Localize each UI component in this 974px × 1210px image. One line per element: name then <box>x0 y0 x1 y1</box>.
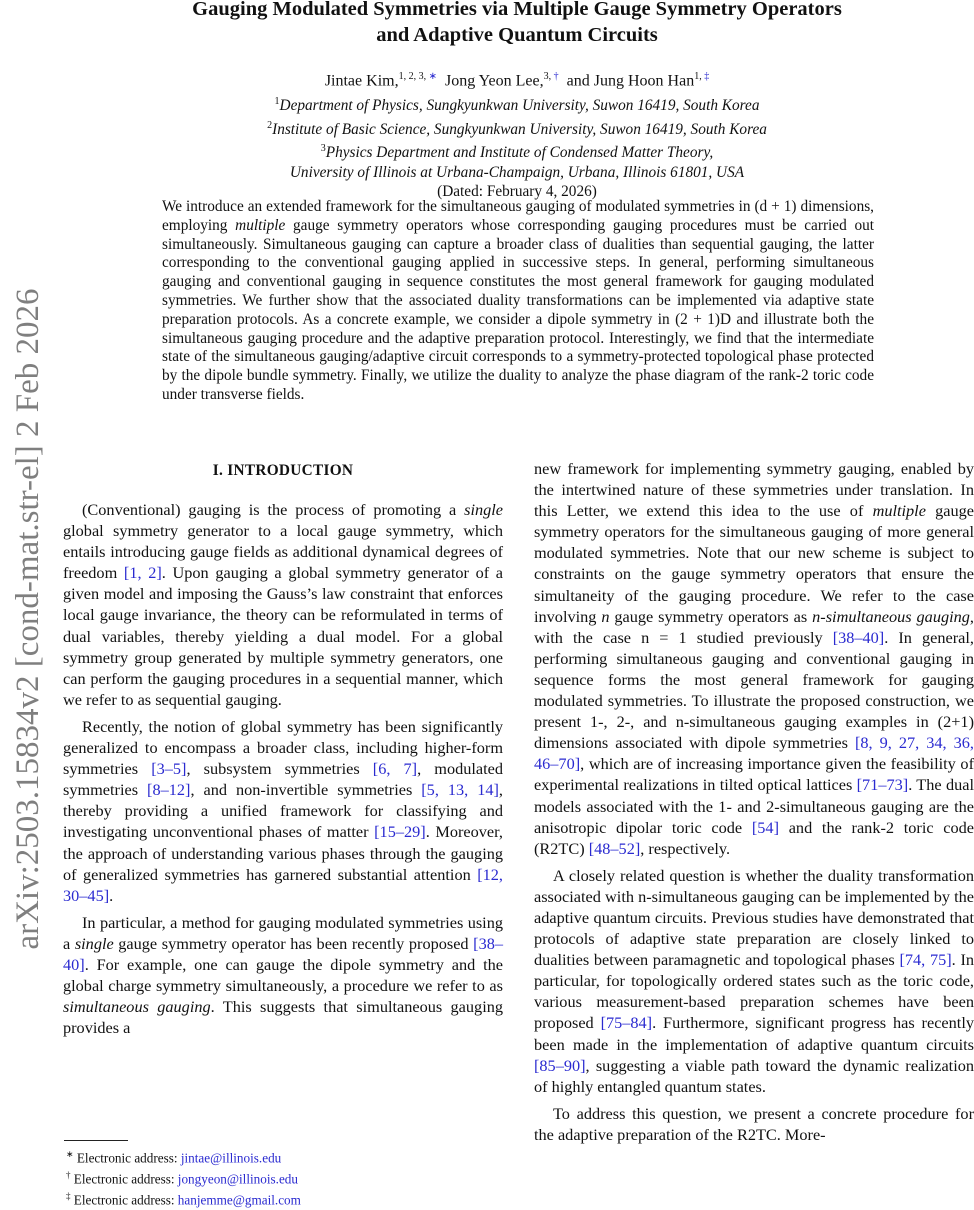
abstract <box>162 198 874 405</box>
citation-link[interactable]: [5, 13, 14] <box>421 780 499 800</box>
citation-link[interactable]: [3–5] <box>151 759 187 779</box>
affiliation-line <box>100 139 934 163</box>
footnote-item: † Electronic address: jongyeon@illinois.edu <box>66 1170 298 1187</box>
date-line: (Dated: February 4, 2026) <box>437 183 597 201</box>
author-footnote-link[interactable]: ‡ <box>701 71 710 82</box>
body-paragraph: To address this question, we present a concrete procedure for the adaptive preparation of the R2TC. More- <box>534 1103 974 1144</box>
abstract-text: gauge symmetry operators whose corresponding gauging procedures must be carried out simultaneously. Simultaneous gauging can capture a broader class of dualities than sequential gauging, the latter corresponding to the conventional gauging applied in successive steps. In general, performing simultaneous gauging and conventional gauging in sequence constitutes the most general framework for gauging modulated symmetries. We further show that the associated duality transformations can be implemented via adaptive state preparation protocols. As a concrete example, we consider a dipole symmetry in (2 + 1)D and illustrate both the simultaneous gauging procedure and the adaptive preparation protocol. Interestingly, we find that the intermediate state of the simultaneous gauging/adaptive circuit corresponds to a symmetry-protected topological phase protected by the dipole bundle symmetry. Finally, we utilize the duality to analyze the phase diagram of the rank-2 toric code under transverse fields. <box>162 216 874 403</box>
citation-link[interactable]: [38–40] <box>832 627 885 647</box>
arxiv-identifier-stamp[interactable]: arXiv:2503.15834v2 [cond-mat.str-el] 2 Feb 2026 <box>10 288 46 950</box>
affiliation-line <box>100 92 934 116</box>
citation-link[interactable]: [38–40] <box>63 933 503 974</box>
body-paragraph: Recently, the notion of global symmetry has been significantly generalized to encompass a broader class, including higher-form symmetries [3–5], subsystem symmetries [6, 7], modulated symmetries [8–12], and non-invertible symmetries [5, 13, 14], thereby providing a unified framework for classifying and investigating unconventional phases of matter [15–29]. Moreover, the approach of understanding various phases through the gauging of generalized symmetries has garnered substantial attention [12, 30–45]. <box>63 716 504 905</box>
citation-link[interactable]: [48–52] <box>588 838 641 858</box>
citation-link[interactable]: [12, 30–45] <box>63 864 503 905</box>
body-paragraph: In particular, a method for gauging modulated symmetries using a single gauge symmetry operator has been recently proposed [38–40]. For example, one can gauge the dipole symmetry and the global charge symmetry simultaneously, a procedure we refer to as simultaneous gauging. This suggests that simultaneous gauging provides a <box>63 912 503 1038</box>
citation-link[interactable]: [71–73] <box>856 775 909 795</box>
citation-link[interactable]: [6, 7] <box>372 759 418 779</box>
footnote-divider <box>64 1140 128 1141</box>
author-name: Jong Yeon Lee, <box>444 72 544 90</box>
citation-link[interactable]: [15–29] <box>374 822 426 842</box>
paper-title <box>100 0 934 48</box>
footnotes <box>66 1146 496 1210</box>
citation-link[interactable]: [1, 2] <box>123 563 162 583</box>
affiliation-number: 1 <box>274 96 280 107</box>
abstract-emphasis: multiple <box>235 216 286 234</box>
author-footnote-link[interactable]: ∗ <box>426 71 437 82</box>
body-paragraph: (Conventional) gauging is the process of promoting a single global symmetry generator to a local gauge symmetry, which entails introducing gauge fields as additional dynamical degrees of freedom [1, 2]. Upon gauging a global symmetry generator of a given model and imposing the Gauss’s law constraint that enforces local gauge invariance, the theory can be reformulated in terms of dual variables, thereby yielding a dual model. For a global symmetry group generated by multiple symmetry generators, one can perform the gauging procedures in a sequential manner, which we refer to as sequential gauging. <box>63 500 504 709</box>
affiliation-text: Physics Department and Institute of Condensed Matter Theory, <box>325 144 714 162</box>
body-paragraph: A closely related question is whether the duality transformation associated with n-simultaneous gauging can be implemented by the adaptive quantum circuits. Previous studies have demonstrated that protocols of adaptive state preparation are closely linked to dualities between paramagnetic and topological phases [74, 75]. In particular, for topologically ordered states such as the toric code, various measurement-based preparation schemes have been proposed [75–84]. Furthermore, significant progress has recently been made in the implementation of adaptive quantum circuits [85–90], suggesting a viable path toward the dynamic realization of highly entangled quantum states. <box>534 865 974 1096</box>
citation-link[interactable]: [85–90] <box>534 1055 586 1075</box>
title-line-1: Gauging Modulated Symmetries via Multiple Gauge Symmetry Operators <box>192 0 842 20</box>
affiliation-number: 2 <box>267 119 273 131</box>
citation-link[interactable]: [54] <box>751 817 779 837</box>
affiliation-text: University of Illinois at Urbana-Champaign, Urbana, Illinois 61801, USA <box>289 163 745 181</box>
email-link[interactable]: jongyeon@illinois.edu <box>177 1171 298 1187</box>
affiliation-text: Department of Physics, Sungkyunkwan University, Suwon 16419, South Korea <box>279 97 760 115</box>
affiliation-text: Institute of Basic Science, Sungkyunkwan University, Suwon 16419, South Korea <box>272 120 767 138</box>
right-column <box>534 458 974 1145</box>
footnote-item: ∗ Electronic address: jintae@illinois.edu <box>66 1149 282 1166</box>
affiliation-number: 3 <box>320 143 326 155</box>
author-affil-sup: 1, 2, 3, <box>398 71 427 82</box>
email-link[interactable]: hanjemme@gmail.com <box>177 1192 301 1208</box>
body-paragraph: new framework for implementing symmetry gauging, enabled by the intertwined nature of these symmetries under translation. In this Letter, we extend this idea to the use of multiple gauge symmetry operators for the simultaneous gauging of more general modulated symmetries. Note that our new scheme is subject to constraints on the gauge symmetry operators that ensure the simultaneity of the gauging procedure. We refer to the case involving n gauge symmetry operators as n-simultaneous gauging, with the case n = 1 studied previously [38–40]. In general, performing simultaneous gauging and conventional gauging in sequence forms the most general framework for gauging modulated symmetries. To illustrate the proposed construction, we present 1-, 2-, and n-simultaneous gauging examples in (2+1) dimensions associated with dipole symmetries [8, 9, 27, 34, 36, 46–70], which are of increasing importance given the feasibility of experimental realizations in tilted optical lattices [71–73]. The dual models associated with the 1- and 2-simultaneous gauging are the anisotropic dipolar toric code [54] and the rank-2 toric code (R2TC) [48–52], respectively. <box>534 459 974 858</box>
footnote-item: ‡ Electronic address: hanjemme@gmail.com <box>66 1191 301 1208</box>
title-line-2: and Adaptive Quantum Circuits <box>376 24 658 46</box>
authors-and: and <box>566 72 590 90</box>
author-footnote-link[interactable]: † <box>551 71 559 82</box>
citation-link[interactable]: [8–12] <box>147 780 191 800</box>
author-name: Jung Hoon Han <box>593 72 695 90</box>
author-affil-sup: 1, <box>694 71 702 82</box>
abstract-text: We introduce an extended framework for the simultaneous gauging of modulated symmetries in (d + 1) dimensions, employing <box>162 198 874 234</box>
email-link[interactable]: jintae@illinois.edu <box>180 1150 282 1166</box>
affiliation-line <box>100 163 934 183</box>
author-affil-sup: 3, <box>543 71 552 82</box>
affiliation-list <box>100 92 934 202</box>
affiliation-line <box>100 116 934 140</box>
author-name: Jintae Kim, <box>324 72 399 90</box>
citation-link[interactable]: [74, 75] <box>899 950 952 970</box>
section-heading: I. INTRODUCTION <box>212 462 354 479</box>
citation-link[interactable]: [8, 9, 27, 34, 36, 46–70] <box>534 733 974 774</box>
citation-link[interactable]: [75–84] <box>600 1013 653 1033</box>
left-column <box>63 458 503 1038</box>
author-list <box>100 66 934 92</box>
